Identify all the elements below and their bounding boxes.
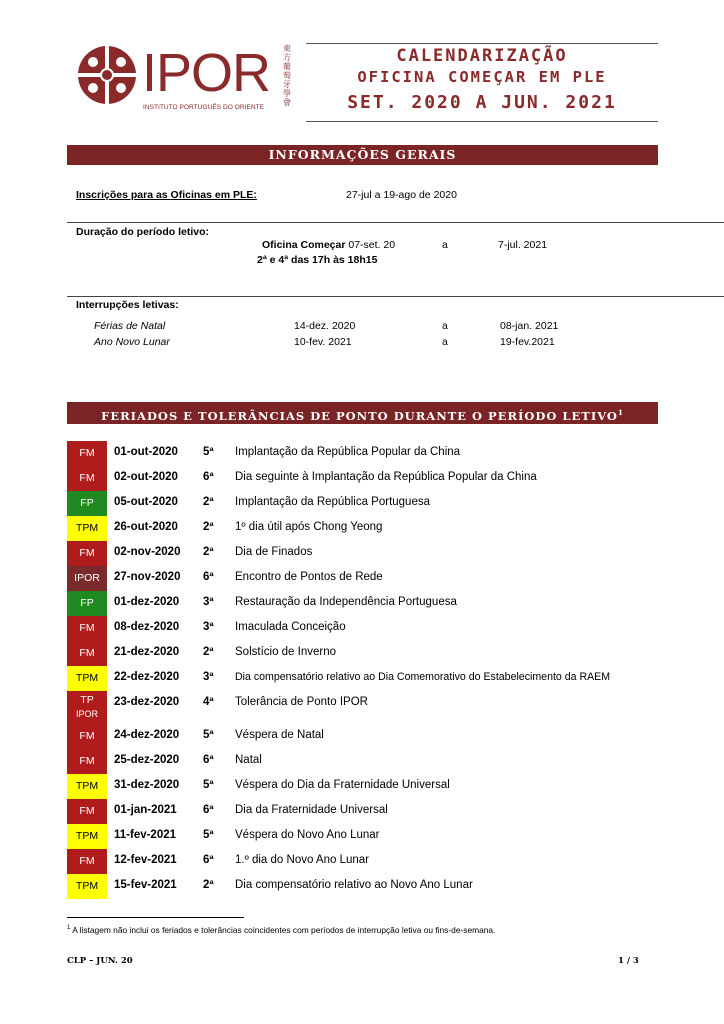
holiday-weekday: 2ª bbox=[203, 546, 214, 558]
holiday-type-badge: FM bbox=[67, 541, 107, 566]
holiday-date: 25-dez-2020 bbox=[114, 754, 180, 766]
holiday-description: Véspera do Dia da Fraternidade Universal bbox=[235, 779, 450, 791]
title-top-rule bbox=[306, 43, 658, 44]
holiday-row bbox=[67, 824, 667, 849]
holiday-weekday: 5ª bbox=[203, 829, 214, 841]
holiday-row bbox=[67, 666, 667, 691]
holiday-type-badge: TPM bbox=[67, 824, 107, 849]
holiday-type-badge: FM bbox=[67, 724, 107, 749]
holiday-row bbox=[67, 466, 667, 491]
break-start: 14-dez. 2020 bbox=[294, 320, 356, 332]
title-line-2: OFICINA COMEÇAR EM PLE bbox=[357, 68, 607, 86]
holiday-weekday: 5ª bbox=[203, 446, 214, 458]
holiday-type-badge: FM bbox=[67, 799, 107, 824]
holiday-weekday: 2ª bbox=[203, 496, 214, 508]
logo-subtitle: INSTITUTO PORTUGUÊS DO ORIENTE bbox=[143, 104, 265, 111]
holiday-type-badge: FM bbox=[67, 441, 107, 466]
holiday-description: 1º dia útil após Chong Yeong bbox=[235, 521, 383, 533]
duration-end: 7-jul. 2021 bbox=[498, 239, 548, 251]
holiday-date: 02-out-2020 bbox=[114, 471, 178, 483]
title-bottom-rule bbox=[306, 121, 658, 122]
holiday-row bbox=[67, 491, 667, 516]
holiday-row bbox=[67, 774, 667, 799]
holiday-date: 26-out-2020 bbox=[114, 521, 178, 533]
duration-course-name: Oficina Começar bbox=[262, 239, 346, 251]
holiday-description: Implantação da República Popular da China bbox=[235, 446, 461, 458]
section-holidays-heading bbox=[67, 402, 658, 424]
holiday-weekday: 6ª bbox=[203, 571, 214, 583]
enrollment-label: Inscrições para as Oficinas em PLE: bbox=[76, 189, 257, 201]
holiday-row bbox=[67, 874, 667, 899]
ipor-logo bbox=[76, 42, 292, 122]
holiday-date: 27-nov-2020 bbox=[114, 571, 181, 583]
holiday-row bbox=[67, 516, 667, 541]
holiday-row bbox=[67, 691, 667, 724]
holiday-type-badge: FP bbox=[67, 591, 107, 616]
holiday-description: Encontro de Pontos de Rede bbox=[235, 571, 383, 583]
holiday-date: 15-fev-2021 bbox=[114, 879, 177, 891]
holiday-date: 24-dez-2020 bbox=[114, 729, 180, 741]
holiday-description: Natal bbox=[235, 754, 262, 766]
holiday-description: Dia compensatório relativo ao Dia Comemorativo do Estabelecimento da RAEM bbox=[235, 671, 611, 683]
holiday-weekday: 5ª bbox=[203, 729, 214, 741]
holiday-type-badge: TPM bbox=[67, 774, 107, 799]
holiday-row bbox=[67, 849, 667, 874]
holiday-row bbox=[67, 616, 667, 641]
holiday-description: 1.º dia do Novo Ano Lunar bbox=[235, 854, 369, 866]
holiday-weekday: 6ª bbox=[203, 754, 214, 766]
holiday-date: 22-dez-2020 bbox=[114, 671, 180, 683]
footnote-rule bbox=[67, 917, 244, 918]
duration-course bbox=[262, 239, 395, 251]
holiday-row bbox=[67, 541, 667, 566]
footnote bbox=[67, 925, 495, 935]
holiday-type-badge: IPOR bbox=[67, 566, 107, 591]
break-a: a bbox=[442, 336, 448, 348]
holiday-weekday: 3ª bbox=[203, 671, 214, 683]
holiday-description: Solstício de Inverno bbox=[235, 646, 337, 658]
holiday-type-badge bbox=[67, 691, 107, 724]
holiday-weekday: 2ª bbox=[203, 646, 214, 658]
section-general-heading: INFORMAÇÕES GERAIS bbox=[67, 145, 658, 165]
holiday-description: Implantação da República Portuguesa bbox=[235, 496, 430, 508]
holiday-type-line: TP bbox=[80, 694, 94, 706]
holidays-heading-text: FERIADOS E TOLERÂNCIAS DE PONTO DURANTE O PERÍODO LETIVO bbox=[101, 408, 618, 423]
holiday-description: Dia compensatório relativo ao Novo Ano Lunar bbox=[235, 879, 473, 891]
duration-label: Duração do período letivo: bbox=[76, 226, 210, 238]
holiday-weekday: 6ª bbox=[203, 854, 214, 866]
logo-chinese-name: 東方葡萄牙學會 bbox=[283, 44, 291, 107]
footer-page-number: 1 / 3 bbox=[618, 956, 639, 966]
break-start: 10-fev. 2021 bbox=[294, 336, 352, 348]
holiday-row bbox=[67, 441, 667, 466]
holiday-weekday: 2ª bbox=[203, 521, 214, 533]
break-a: a bbox=[442, 320, 448, 332]
holiday-row bbox=[67, 749, 667, 774]
duration-start: 07-set. 20 bbox=[348, 239, 396, 251]
holiday-date: 01-jan-2021 bbox=[114, 804, 177, 816]
holiday-description: Imaculada Conceição bbox=[235, 621, 346, 633]
holiday-date: 11-fev-2021 bbox=[114, 829, 177, 841]
holiday-type-badge: TPM bbox=[67, 666, 107, 691]
holiday-row bbox=[67, 566, 667, 591]
breaks-label: Interrupções letivas: bbox=[76, 299, 179, 311]
holiday-date: 01-out-2020 bbox=[114, 446, 178, 458]
holiday-date: 23-dez-2020 bbox=[114, 696, 180, 708]
title-line-3: SET. 2020 A JUN. 2021 bbox=[347, 92, 617, 113]
title-line-1: CALENDARIZAÇÃO bbox=[396, 46, 568, 66]
break-end: 19-fev.2021 bbox=[500, 336, 555, 348]
duration-a: a bbox=[442, 239, 448, 251]
holiday-type-line: IPOR bbox=[75, 709, 98, 719]
holiday-date: 05-out-2020 bbox=[114, 496, 178, 508]
holiday-description: Restauração da Independência Portuguesa bbox=[235, 596, 457, 608]
holiday-row bbox=[67, 724, 667, 749]
holiday-row bbox=[67, 641, 667, 666]
holiday-date: 08-dez-2020 bbox=[114, 621, 180, 633]
holiday-date: 02-nov-2020 bbox=[114, 546, 181, 558]
holiday-weekday: 5ª bbox=[203, 779, 214, 791]
holiday-weekday: 3ª bbox=[203, 621, 214, 633]
footnote-mark: 1 bbox=[67, 925, 71, 932]
holiday-type-badge: FM bbox=[67, 466, 107, 491]
divider bbox=[67, 296, 724, 297]
duration-schedule: 2ª e 4ª das 17h às 18h15 bbox=[257, 254, 378, 266]
holiday-type-badge: TPM bbox=[67, 516, 107, 541]
holiday-row bbox=[67, 799, 667, 824]
break-end: 08-jan. 2021 bbox=[500, 320, 559, 332]
holiday-weekday: 2ª bbox=[203, 879, 214, 891]
holiday-weekday: 6ª bbox=[203, 804, 214, 816]
holiday-date: 01-dez-2020 bbox=[114, 596, 180, 608]
holiday-date: 21-dez-2020 bbox=[114, 646, 180, 658]
footer-doc-code: CLP – JUN. 20 bbox=[67, 956, 133, 966]
holidays-heading-footnote-mark: 1 bbox=[617, 408, 624, 417]
holiday-row bbox=[67, 591, 667, 616]
holiday-type-badge: TPM bbox=[67, 874, 107, 899]
holiday-description: Véspera de Natal bbox=[235, 729, 324, 741]
break-name: Férias de Natal bbox=[94, 320, 166, 332]
holiday-date: 12-fev-2021 bbox=[114, 854, 177, 866]
holiday-description: Dia de Finados bbox=[235, 546, 313, 558]
enrollment-value: 27-jul a 19-ago de 2020 bbox=[346, 189, 457, 201]
holiday-type-badge: FM bbox=[67, 641, 107, 666]
holiday-type-badge: FM bbox=[67, 749, 107, 774]
holiday-description: Dia da Fraternidade Universal bbox=[235, 804, 388, 816]
footnote-text: A listagem não inclui os feriados e tolerâncias coincidentes com períodos de interrupção letiva ou fins-de-semana. bbox=[72, 925, 496, 935]
logo-wordmark: IPOR bbox=[142, 43, 271, 103]
holiday-weekday: 4ª bbox=[203, 696, 214, 708]
holiday-description: Tolerância de Ponto IPOR bbox=[235, 696, 368, 708]
holiday-weekday: 6ª bbox=[203, 471, 214, 483]
divider bbox=[67, 222, 724, 223]
holiday-type-badge: FP bbox=[67, 491, 107, 516]
holiday-weekday: 3ª bbox=[203, 596, 214, 608]
holiday-description: Véspera do Novo Ano Lunar bbox=[235, 829, 380, 841]
break-name: Ano Novo Lunar bbox=[94, 336, 170, 348]
holiday-type-badge: FM bbox=[67, 616, 107, 641]
holiday-type-badge: FM bbox=[67, 849, 107, 874]
holiday-description: Dia seguinte à Implantação da República Popular da China bbox=[235, 471, 537, 483]
holiday-date: 31-dez-2020 bbox=[114, 779, 180, 791]
